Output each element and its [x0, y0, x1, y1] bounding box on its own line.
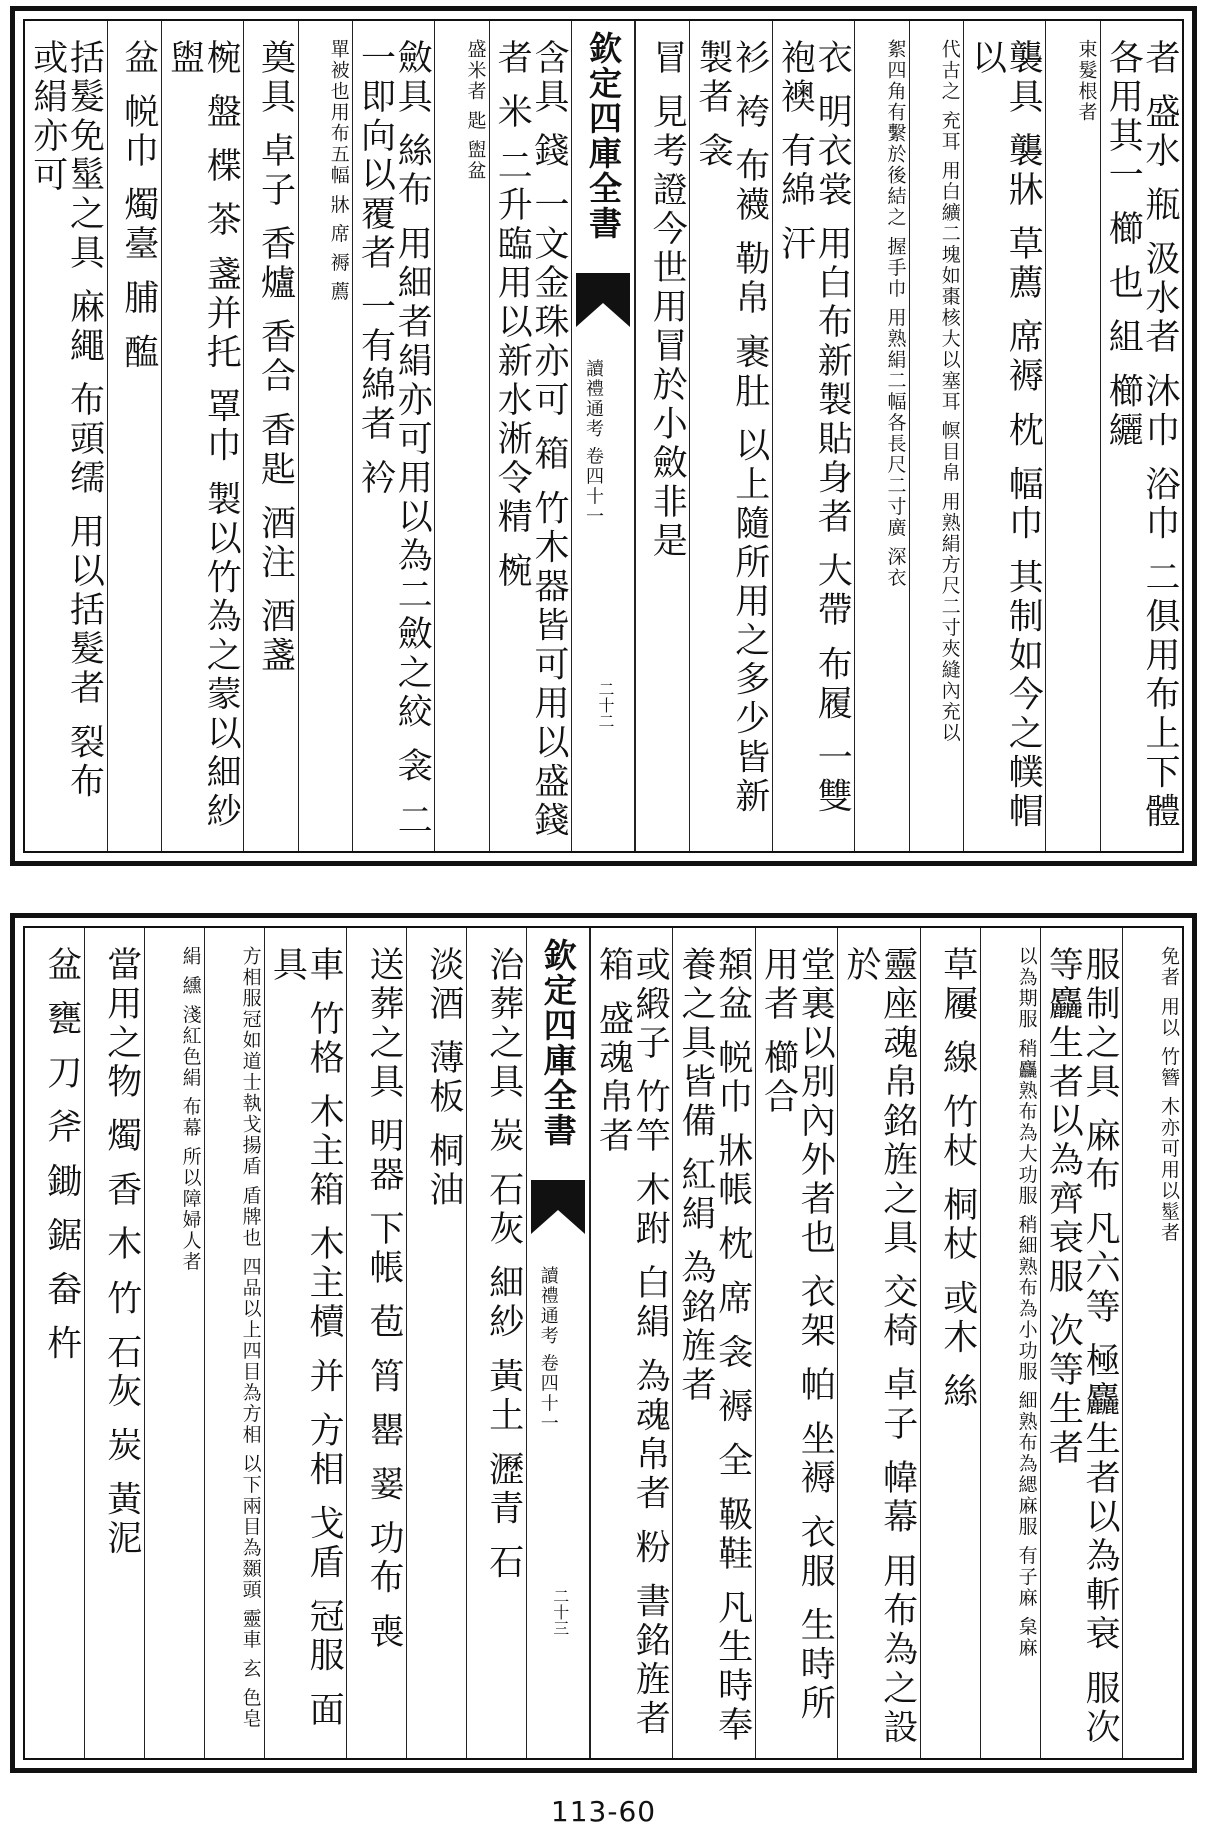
top-page	[10, 6, 1197, 866]
text-column: 頮盆 帨巾 牀帳 枕 席 衾 褥 全 靸鞋 凡生時奉養之具皆備 紅絹 為銘旌者	[672, 928, 755, 1758]
text-column: 絹 纁 淺紅色絹 布幕 所以障婦人者	[144, 928, 204, 1758]
text-column: 含具 錢 一文金珠亦可 箱 竹木器皆可用以盛錢者 米 二升臨用以新水淅令精 椀	[489, 21, 572, 851]
page-number: 二十三	[550, 1588, 570, 1636]
text-column: 奠具 卓子 香爐 香合 香匙 酒注 酒盞	[243, 21, 297, 851]
text-column: 治葬之具 炭 石灰 細紗 黃土 瀝青 石	[466, 928, 526, 1758]
text-column: 者 盛水 瓶 汲水者 沐巾 浴巾 二俱用布上下體各用其一 櫛 也 組 櫛纚	[1100, 21, 1183, 851]
folio-number: 113-60	[550, 1795, 657, 1828]
center-strip	[571, 21, 635, 851]
text-column: 靈座魂帛銘旌之具 交椅 卓子 幃幕 用布為之設於	[837, 928, 920, 1758]
text-column: 送葬之具 明器 下帳 苞 筲 罌 翣 功布 喪	[346, 928, 406, 1758]
text-column: 堂裏以別內外者也 衣架 帕 坐褥 衣服 生時所用者 櫛合	[755, 928, 838, 1758]
text-column: 絮四角有繫於後結之 握手巾 用熟絹二幅各長尺二寸廣 深衣	[854, 21, 908, 851]
text-column: 束髮根者	[1045, 21, 1099, 851]
text-column: 盛米者 匙 盥盆	[434, 21, 488, 851]
library-title: 欽定四庫全書	[538, 938, 578, 1148]
book-title: 讀禮通考 卷四十一	[583, 359, 604, 527]
text-column: 或緞子 竹竿 木跗 白絹 為魂帛者 粉 書銘旌者 箱 盛魂帛者	[590, 928, 673, 1758]
page-number: 二十二	[596, 681, 615, 729]
bottom-page-grid	[23, 926, 1184, 1760]
text-column: 當用之物 燭 香 木 竹 石灰 炭 黃泥	[84, 928, 144, 1758]
text-column: 冒 見考證今世用冒於小斂非是	[635, 21, 689, 851]
text-column: 服制之具 麻布 凡六等 極麤生者以為斬衰 服次等麤生者以為齊衰服 次等生者	[1040, 928, 1123, 1758]
text-column: 盆 甕 刀 斧 鋤 鋸 畚 杵	[41, 946, 82, 1364]
text-column: 衫 袴 布襪 勒帛 裹肚 以上隨所用之多少皆新製者 衾	[689, 21, 772, 851]
top-page-grid	[23, 19, 1184, 853]
text-column: 代古之 充耳 用白纊二塊如棗核大以塞耳 幎目帛 用熟絹方尺二寸夾縫內充以	[909, 21, 963, 851]
library-title: 欽定四庫全書	[584, 31, 623, 241]
text-column: 括髮免髽之具 麻繩 布頭𦈡 用以括髮者 裂布 或絹亦可	[27, 39, 105, 802]
bottom-page	[10, 913, 1197, 1773]
text-column: 斂具 絲布 用細者絹亦可用以為二斂之絞 衾 二 一即向以覆者 一有綿者 衿	[352, 21, 435, 851]
text-column: 襲具 襲牀 草薦 席褥 枕 幅巾 其制如今之幞帽以	[963, 21, 1046, 851]
book-title: 讀禮通考 卷四十一	[537, 1266, 559, 1434]
text-column: 車 竹格 木主箱 木主櫝 并 方相 戈盾 冠服 面具	[264, 928, 347, 1758]
text-column: 椀 盤 楪 茶 盞并托 罩巾 製以竹為之蒙以細紗 盥	[161, 21, 244, 851]
text-column: 盆 帨巾 燭臺 脯 醢	[107, 21, 161, 851]
fish-tail-mark-icon	[531, 1180, 585, 1234]
text-column: 衣 明衣裳 用白布新製貼身者 大帶 布履 一雙 袍襖 有綿 汗	[772, 21, 855, 851]
text-column: 單被也用布五幅 牀 席 褥 薦	[298, 21, 352, 851]
text-column: 草屨 線 竹杖 桐杖 或木 絲	[920, 928, 980, 1758]
fish-tail-mark-icon	[576, 273, 630, 327]
center-strip	[526, 928, 590, 1758]
text-column: 以為期服 稍麤熟布為大功服 稍細熟布為小功服 細熟布為緦麻服 有子麻 枲麻	[980, 928, 1040, 1758]
text-column: 淡酒 薄板 桐油	[406, 928, 466, 1758]
text-column: 免者 用以 竹簪 木亦可用以髽者	[1122, 928, 1182, 1758]
text-column: 方相服冠如道士執戈揚盾 盾牌也 四品以上四目為方相 以下兩目為䫎頭 靈車 玄 色皂	[204, 928, 264, 1758]
